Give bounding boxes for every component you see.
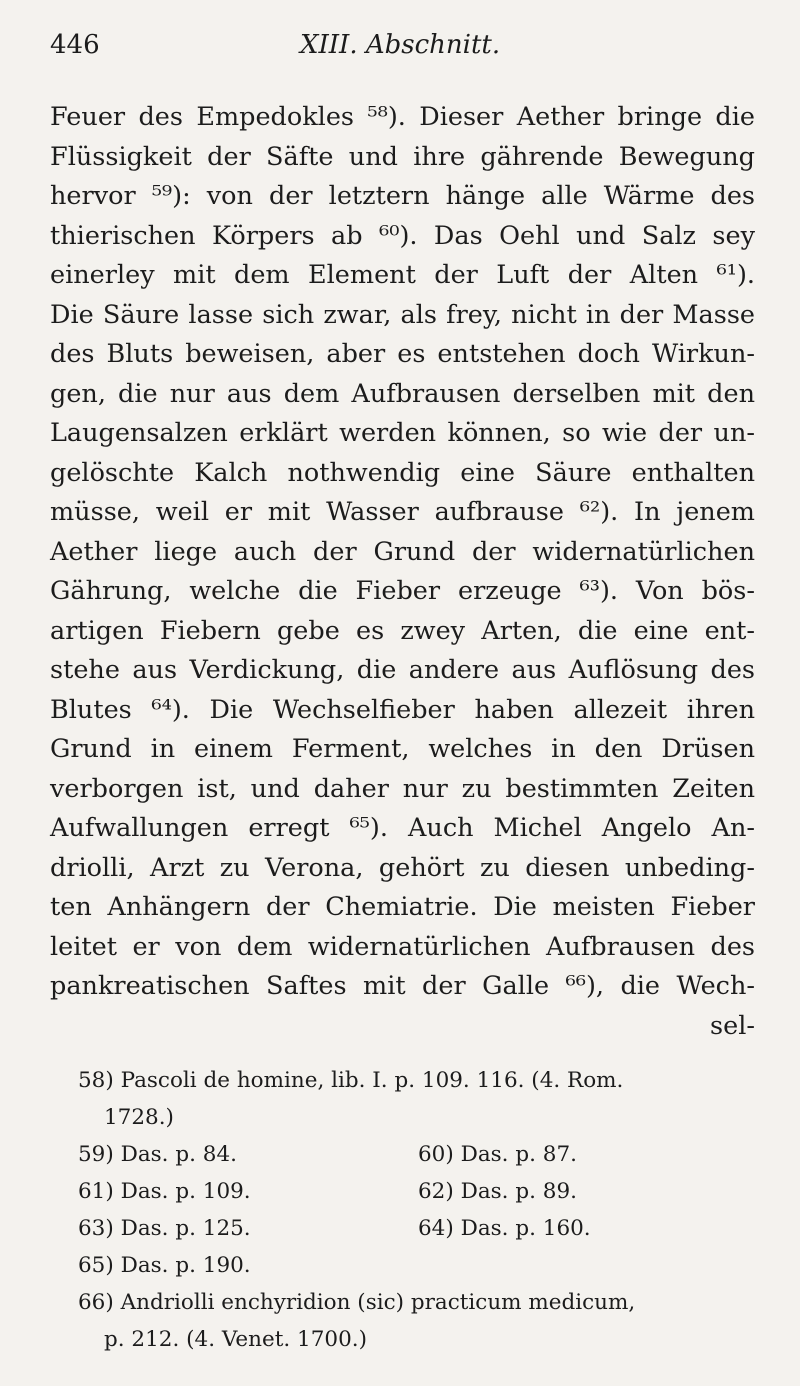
footnote-64: 64) Das. p. 160. — [418, 1216, 591, 1241]
text-line: verborgen ist, und daher nur zu bestimmten Zeiten — [50, 773, 755, 804]
body-text — [50, 98, 755, 1046]
text-line: sel- — [710, 1010, 755, 1041]
footnote-60: 60) Das. p. 87. — [418, 1142, 577, 1167]
text-line: Aether liege auch der Grund der widernatürlichen — [50, 536, 755, 567]
running-head: XIII. Abschnitt. — [300, 30, 501, 60]
footnote-65: 65) Das. p. 190. — [78, 1253, 251, 1278]
footnotes — [78, 1062, 756, 1358]
text-line: Gährung, welche die Fieber erzeuge ⁶³). Von bös- — [50, 576, 755, 606]
footnote-63: 63) Das. p. 125. — [78, 1216, 251, 1241]
footnote-61: 61) Das. p. 109. — [78, 1179, 251, 1204]
text-line: ten Anhängern der Chemiatrie. Die meisten Fieber — [50, 892, 755, 922]
text-line: artigen Fiebern gebe es zwey Arten, die eine ent- — [50, 615, 755, 646]
page-number: 446 — [50, 30, 100, 60]
text-line: Grund in einem Ferment, welches in den Drüsen — [50, 734, 755, 764]
footnote-66: 66) Andriolli enchyridion (sic) practicum medicum, — [78, 1290, 636, 1315]
text-line: müsse, weil er mit Wasser aufbrause ⁶²). In jenem — [50, 497, 755, 527]
footnote-62: 62) Das. p. 89. — [418, 1179, 577, 1204]
text-line: driolli, Arzt zu Verona, gehört zu diesen unbeding- — [50, 852, 755, 883]
text-line: pankreatischen Saftes mit der Galle ⁶⁶), die Wech- — [50, 971, 755, 1001]
text-line: des Bluts beweisen, aber es entstehen doch Wirkun- — [50, 339, 755, 369]
footnote-58-cont: 1728.) — [104, 1105, 174, 1130]
text-line: gen, die nur aus dem Aufbrausen derselben mit den — [50, 378, 755, 409]
text-line: leitet er von dem widernatürlichen Aufbrausen des — [50, 931, 755, 962]
footnote-58: 58) Pascoli de homine, lib. I. p. 109. 116. (4. Rom. — [78, 1068, 624, 1093]
footnote-59: 59) Das. p. 84. — [78, 1142, 237, 1167]
text-line: thierischen Körpers ab ⁶⁰). Das Oehl und Salz sey — [50, 220, 755, 251]
text-line: Die Säure lasse sich zwar, als frey, nicht in der Masse — [50, 299, 755, 330]
text-line: Aufwallungen erregt ⁶⁵). Auch Michel Angelo An- — [50, 813, 755, 843]
text-line: stehe aus Verdickung, die andere aus Auflösung des — [50, 655, 755, 685]
text-line: einerley mit dem Element der Luft der Alten ⁶¹). — [50, 260, 755, 290]
text-line: gelöschte Kalch nothwendig eine Säure enthalten — [50, 457, 755, 488]
text-line: Blutes ⁶⁴). Die Wechselfieber haben allezeit ihren — [50, 694, 755, 725]
text-line: hervor ⁵⁹): von der letztern hänge alle Wärme des — [50, 181, 755, 211]
text-line: Laugensalzen erklärt werden können, so wie der un- — [50, 418, 755, 448]
text-line: Feuer des Empedokles ⁵⁸). Dieser Aether bringe die — [50, 102, 755, 132]
text-line: Flüssigkeit der Säfte und ihre gährende Bewegung — [50, 141, 755, 172]
footnote-66-cont: p. 212. (4. Venet. 1700.) — [104, 1327, 367, 1352]
page-header — [50, 30, 760, 70]
